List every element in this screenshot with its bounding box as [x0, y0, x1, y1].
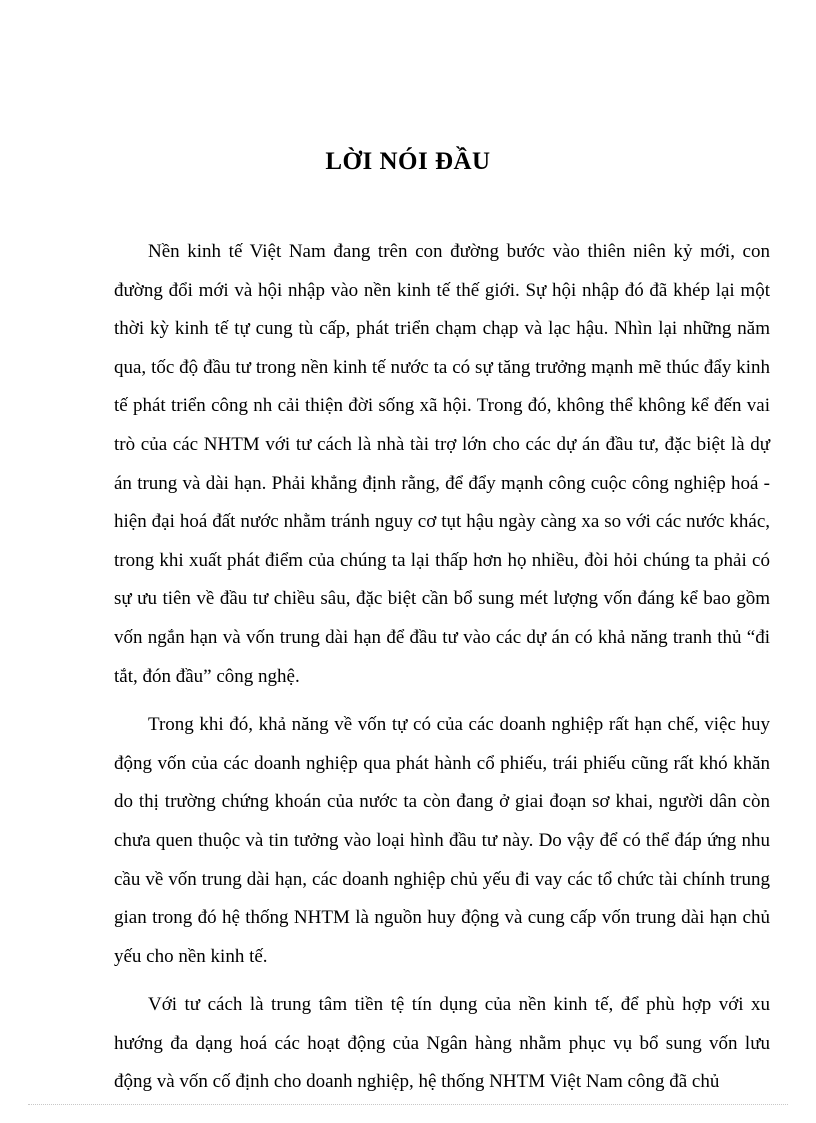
paragraph-2: Trong khi đó, khả năng về vốn tự có của các doanh nghiệp rất hạn chế, việc huy động vốn của các doanh nghiệp qua phát hành cổ phiếu, trái phiếu cũng rất khó khăn do thị trường chứng khoán của nước ta còn đang ở giai đoạn sơ khai, người dân còn chưa quen thuộc và tin tưởng vào loại hình đầu tư này. Do vậy để có thể đáp ứng nhu cầu về vốn trung dài hạn, các doanh nghiệp chủ yếu đi vay các tổ chức tài chính trung gian trong đó hệ thống NHTM là nguồn huy động và cung cấp vốn trung dài hạn chủ yếu cho nền kinh tế. [114, 714, 770, 967]
footer-divider [28, 1104, 788, 1105]
document-body [114, 233, 770, 1102]
page-title: LỜI NÓI ĐẦU [325, 148, 491, 175]
paragraph-3: Với tư cách là trung tâm tiền tệ tín dụng của nền kinh tế, để phù hợp với xu hướng đa dạng hoá các hoạt động của Ngân hàng nhằm phục vụ bổ sung vốn lưu động và vốn cố định cho doanh nghiệp, hệ thống NHTM Việt Nam công đã chủ [114, 994, 770, 1093]
paragraph-1: Nền kinh tế Việt Nam đang trên con đường bước vào thiên niên kỷ mới, con đường đổi mới và hội nhập vào nền kinh tế thế giới. Sự hội nhập đó đã khép lại một thời kỳ kinh tế tự cung tù cấp, phát triển chạm chạp và lạc hậu. Nhìn lại những năm qua, tốc độ đầu tư trong nền kinh tế nước ta có sự tăng trưởng mạnh mẽ thúc đẩy kinh tế phát triển công nh cải thiện đời sống xã hội. Trong đó, không thể không kể đến vai trò của các NHTM với tư cách là nhà tài trợ lớn cho các dự án đầu tư, đặc biệt là dự án trung và dài hạn. Phải khẳng định rằng, để đẩy mạnh công cuộc công nghiệp hoá - hiện đại hoá đất nước nhằm tránh nguy cơ tụt hậu ngày càng xa so với các nước khác, trong khi xuất phát điểm của chúng ta lại thấp hơn họ nhiều, đòi hỏi chúng ta phải có sự ưu tiên về đầu tư chiều sâu, đặc biệt cần bổ sung mét lượng vốn đáng kể bao gồm vốn ngắn hạn và vốn trung dài hạn để đầu tư vào các dự án có khả năng tranh thủ “đi tắt, đón đầu” công nghệ. [114, 241, 770, 687]
